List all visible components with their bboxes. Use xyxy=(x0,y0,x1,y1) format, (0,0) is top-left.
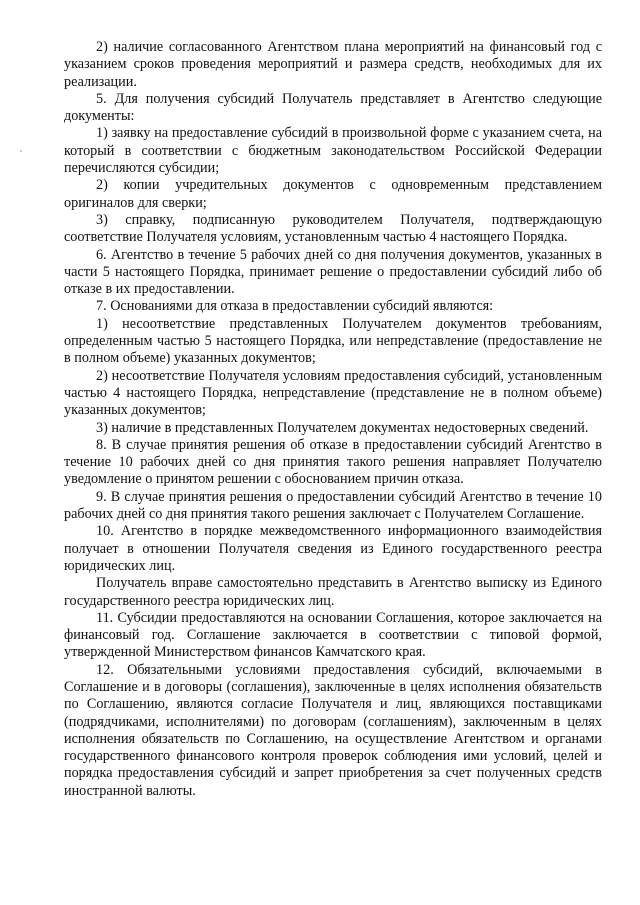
paragraph-8-refusal-notice: 8. В случае принятия решения об отказе в предоставлении субсидий Агентство в течение 10 рабочих дней со дня принятия такого решения направляет Получателю уведомление о принятом решении с обоснованием причин отказа. xyxy=(64,436,602,488)
paragraph-5-1-application: 1) заявку на предоставление субсидий в произвольной форме с указанием счета, на который в соответствии с бюджетным законодательством Российской Федерации перечисляются субсидии; xyxy=(64,125,602,177)
paragraph-5-3-certificate: 3) справку, подписанную руководителем Получателя, подтверждающую соответствие Получателя условиям, установленным частью 4 настоящего Порядка. xyxy=(64,211,602,246)
paragraph-11-basis: 11. Субсидии предоставляются на основании Соглашения, которое заключается на финансовый год. Соглашение заключается в соответствии с типовой формой, утвержденной Министерством финансов Камчатского края. xyxy=(64,609,602,661)
paragraph-10-extract: Получатель вправе самостоятельно представить в Агентство выписку из Единого государственного реестра юридических лиц. xyxy=(64,575,602,609)
paragraph-7-refusal-grounds: 7. Основаниями для отказа в предоставлении субсидий являются: xyxy=(96,298,494,315)
paragraph-5-documents: 5. Для получения субсидий Получатель представляет в Агентство следующие документы: xyxy=(64,90,602,125)
paragraph-7-1-noncompliance: 1) несоответствие представленных Получателем документов требованиям, определенным частью 5 настоящего Порядка, или непредставление (предоставление не в полном объеме) указанных документов; xyxy=(64,315,602,367)
paragraph-item-2-plan: 2) наличие согласованного Агентством плана мероприятий на финансовый год с указанием сроков проведения мероприятий и размера средств, необходимых для их реализации. xyxy=(64,39,602,90)
paragraph-7-2-noncompliance: 2) несоответствие Получателя условиям предоставления субсидий, установленным частью 4 настоящего Порядка, непредставление (представление не в полном объеме) указанных документов; xyxy=(64,367,602,419)
paragraph-12-conditions: 12. Обязательными условиями предоставления субсидий, включаемыми в Соглашение и в договоры (соглашения), заключенные в целях исполнения обязательств по Соглашению, являются согласие Получателя и лиц, являющихся поставщиками (подрядчиками, исполнителями) по договорам (соглашениям), заключенным в целях исполнения обязательств по Соглашению, на осуществление Агентством и органами государственного финансового контроля проверок соблюдения ими условий, целей и порядка предоставления субсидий и запрет приобретения за счет полученных средств иностранной валюты. xyxy=(64,661,602,799)
paragraph-10-interagency: 10. Агентство в порядке межведомственного информационного взаимодействия получает в отношении Получателя сведения из Единого государственного реестра юридических лиц. xyxy=(64,523,602,574)
paragraph-7-3-false-info: 3) наличие в представленных Получателем документах недостоверных сведений. xyxy=(96,419,589,436)
scan-speck xyxy=(20,150,22,152)
paragraph-6-decision: 6. Агентство в течение 5 рабочих дней со дня получения документов, указанных в части 5 настоящего Порядка, принимает решение о предоставлении субсидий либо об отказе в их предоставлении. xyxy=(64,246,602,298)
paragraph-5-2-copies: 2) копии учредительных документов с одновременным представлением оригиналов для сверки; xyxy=(64,177,602,211)
paragraph-9-agreement: 9. В случае принятия решения о предоставлении субсидий Агентство в течение 10 рабочих дней со дня принятия такого решения заключает с Получателем Соглашение. xyxy=(64,488,602,523)
